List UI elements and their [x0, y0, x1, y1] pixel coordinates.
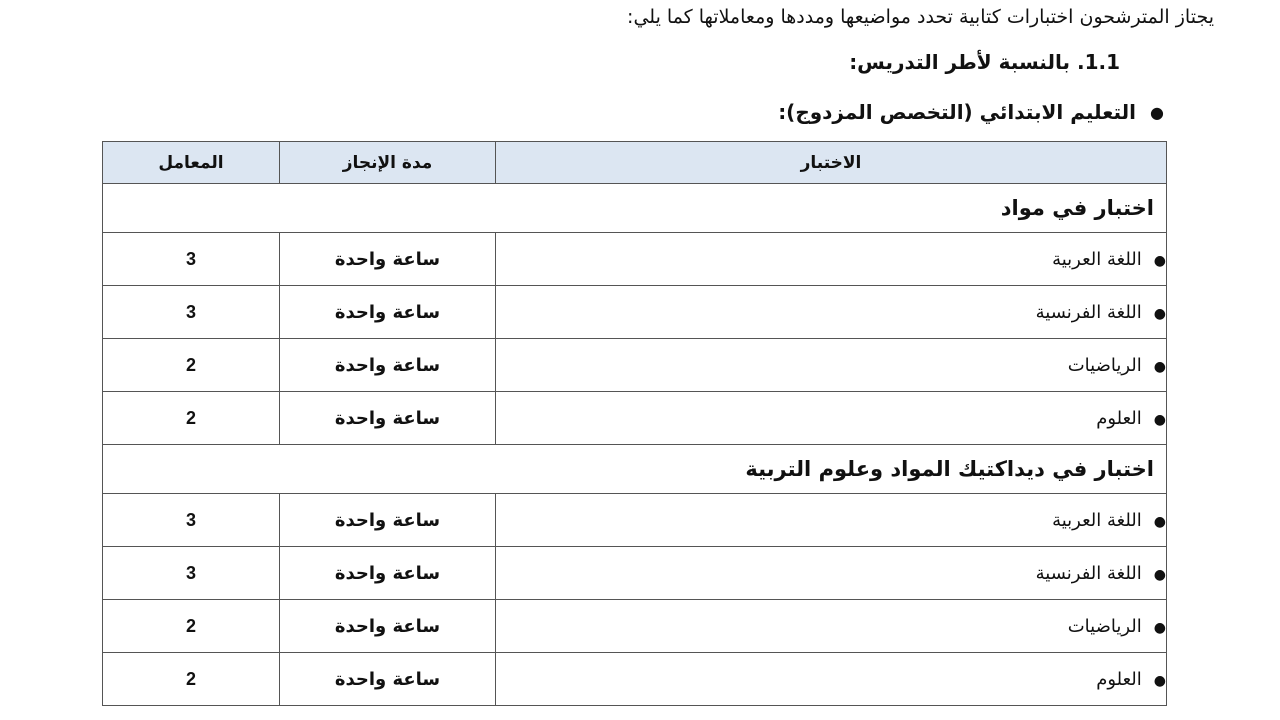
subject-label: اللغة الفرنسية: [1035, 301, 1142, 323]
bullet-heading-text: التعليم الابتدائي (التخصص المزدوج):: [778, 100, 1137, 124]
bullet-icon: ●: [1153, 411, 1166, 428]
subject-label: العلوم: [1096, 668, 1142, 690]
group-row: [103, 184, 1167, 233]
subject-cell: [496, 547, 1167, 600]
table-header-row: [103, 142, 1167, 184]
subject-cell: [496, 653, 1167, 706]
bullet-icon: ●: [1150, 102, 1164, 122]
header-duration: مدة الإنجاز: [280, 142, 496, 184]
bullet-icon: ●: [1153, 619, 1166, 636]
coefficient-cell: 3: [103, 547, 280, 600]
coefficient-cell: 2: [103, 392, 280, 445]
duration-cell: ساعة واحدة: [280, 494, 496, 547]
bullet-icon: ●: [1153, 358, 1166, 375]
subject-label: اللغة الفرنسية: [1035, 562, 1142, 584]
bullet-icon: ●: [1153, 252, 1166, 269]
duration-cell: ساعة واحدة: [280, 653, 496, 706]
group-title: اختبار في مواد: [103, 184, 1167, 233]
section-heading: 1.1. بالنسبة لأطر التدريس:: [849, 50, 1120, 74]
subject-label: اللغة العربية: [1052, 509, 1142, 531]
subject-cell: [496, 233, 1167, 286]
subject-label: الرياضيات: [1067, 354, 1142, 376]
intro-paragraph: يجتاز المترشحون اختبارات كتابية تحدد مواضيعها ومددها ومعاملاتها كما يلي:: [627, 6, 1214, 28]
group-title: اختبار في ديداكتيك المواد وعلوم التربية: [103, 445, 1167, 494]
coefficient-cell: 3: [103, 494, 280, 547]
bullet-heading: [778, 100, 1164, 124]
header-coefficient: المعامل: [103, 142, 280, 184]
duration-cell: ساعة واحدة: [280, 600, 496, 653]
exam-table: [102, 141, 1167, 706]
bullet-icon: ●: [1153, 513, 1166, 530]
table-row: [103, 600, 1167, 653]
subject-label: العلوم: [1096, 407, 1142, 429]
coefficient-cell: 2: [103, 653, 280, 706]
duration-cell: ساعة واحدة: [280, 547, 496, 600]
table-row: [103, 653, 1167, 706]
subject-cell: [496, 392, 1167, 445]
subject-label: اللغة العربية: [1052, 248, 1142, 270]
table-row: [103, 339, 1167, 392]
table-row: [103, 286, 1167, 339]
subject-cell: [496, 286, 1167, 339]
group-row: [103, 445, 1167, 494]
duration-cell: ساعة واحدة: [280, 233, 496, 286]
bullet-icon: ●: [1153, 566, 1166, 583]
table-row: [103, 494, 1167, 547]
subject-label: الرياضيات: [1067, 615, 1142, 637]
coefficient-cell: 3: [103, 286, 280, 339]
bullet-icon: ●: [1153, 672, 1166, 689]
subject-cell: [496, 494, 1167, 547]
table-row: [103, 547, 1167, 600]
subject-cell: [496, 600, 1167, 653]
duration-cell: ساعة واحدة: [280, 286, 496, 339]
coefficient-cell: 3: [103, 233, 280, 286]
table-row: [103, 233, 1167, 286]
bullet-icon: ●: [1153, 305, 1166, 322]
duration-cell: ساعة واحدة: [280, 339, 496, 392]
duration-cell: ساعة واحدة: [280, 392, 496, 445]
table-row: [103, 392, 1167, 445]
coefficient-cell: 2: [103, 600, 280, 653]
header-exam: الاختبار: [496, 142, 1167, 184]
subject-cell: [496, 339, 1167, 392]
coefficient-cell: 2: [103, 339, 280, 392]
